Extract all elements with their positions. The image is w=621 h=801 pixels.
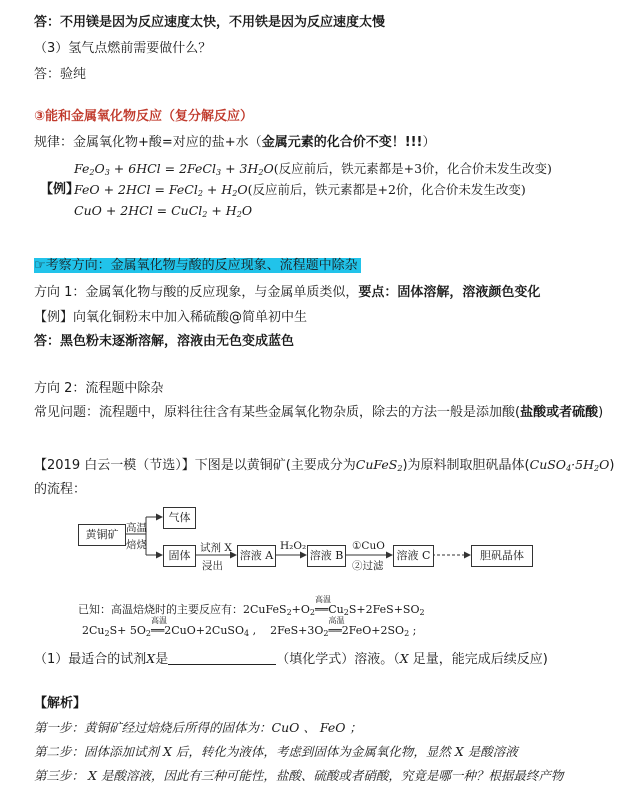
q-prefix: 【2019 白云一模（节选）】下图是以黄铜矿(主要成分为 bbox=[34, 458, 356, 473]
flow-solution-c: 溶液 C bbox=[393, 545, 434, 567]
flow-step2: ②过滤 bbox=[352, 560, 384, 572]
question-stem-2: 的流程： bbox=[34, 482, 87, 497]
step1-val: CuO 、 FeO ； bbox=[271, 720, 362, 735]
analysis-title: 【解析】 bbox=[34, 696, 87, 711]
flow-product: 胆矾晶体 bbox=[471, 545, 533, 567]
question-3: （3）氢气点燃前需要做什么？ bbox=[34, 41, 212, 56]
flow-roast: 焙烧 bbox=[126, 539, 147, 551]
step1-text: 第一步：黄铜矿经过焙烧后所得的固体为： bbox=[34, 720, 272, 735]
analysis-step-2: 第二步：固体添加试剂 X 后，转化为液体，考虑到固体为金属氧化物，显然 X 是酸溶液 bbox=[34, 744, 518, 759]
q1-suffix: （填化学式）溶液。（ bbox=[276, 652, 400, 667]
equation-2: FeO + 2HCl = FeCl$_2$ + $H_2O$(反应前后，铁元素都是+2价，化合价未发生改变) bbox=[74, 182, 526, 198]
common-prefix: 常见问题：流程题中，原料往往含有某些金属氧化物杂质，除去的方法一般是添加酸( bbox=[34, 405, 521, 420]
known-reaction-2: $2Cu_2S+ 5O_2$ 高温 ══2CuO+2CuSO$_4$ , $2FeS+3O_2$ 高温 $══2FeO+2SO_2$ ; bbox=[82, 616, 417, 638]
equation-1: $Fe_2O_3 + 6HCl$ = 2FeCl$_3$ + $3H_2O$(反应前后，铁元素都是+3价，化合价未发生改变) bbox=[74, 161, 552, 177]
example-label-text: 【例】 bbox=[40, 182, 80, 197]
example-line: 【例】向氧化铜粉末中加入稀硫酸@简单初中生 bbox=[34, 310, 308, 325]
dir1-bold: 要点：固体溶解，溶液颜色变化 bbox=[358, 285, 541, 300]
common-suffix: ) bbox=[598, 405, 604, 420]
q1-mid: 是 bbox=[155, 652, 169, 667]
eq1-note: (反应前后，铁元素都是+3价，化合价未发生改变) bbox=[273, 161, 552, 176]
rule-bold: 金属元素的化合价不变！!!! bbox=[261, 135, 423, 150]
cond-label-1: 高温 bbox=[315, 595, 332, 604]
flow-solution-b: 溶液 B bbox=[307, 545, 346, 567]
cond-label-2: 高温 bbox=[150, 616, 167, 625]
q-suffix: ) bbox=[609, 458, 615, 473]
direction-2: 方向 2：流程题中除杂 bbox=[34, 381, 164, 396]
q1-x-full: 足量 bbox=[408, 652, 439, 667]
flow-high-temp: 高温 bbox=[126, 522, 147, 534]
cond-label-3: 高温 bbox=[328, 616, 345, 625]
flow-step1: ①CuO bbox=[352, 540, 385, 552]
analysis-step-1 bbox=[34, 719, 362, 737]
common-bold: 盐酸或者硫酸 bbox=[520, 405, 599, 420]
equation-3: CuO + 2HCl = CuCl$_2$ + $H_2O$ bbox=[74, 203, 253, 219]
question-1: （1）最适合的试剂X是 （填化学式）溶液。（X 足量，能完成后续反应) bbox=[34, 651, 548, 667]
answer-bold-line: 答：黑色粉末逐渐溶解，溶液由无色变成蓝色 bbox=[34, 334, 295, 349]
question-stem: 【2019 白云一模（节选）】下图是以黄铜矿(主要成分为CuFeS$_2$)为原料制取胆矾晶体$(CuSO_4\cdot 5H_2O)$ bbox=[34, 457, 615, 473]
flow-solution-a: 溶液 A bbox=[237, 545, 276, 567]
answer-line-2: 答：验纯 bbox=[34, 67, 87, 82]
q1-prefix: （1）最适合的试剂 bbox=[34, 652, 147, 667]
analysis-step-3: 第三步： X 是酸溶液，因此有三种可能性，盐酸、硫酸或者硝酸，究竟是哪一种？根据最终产物 bbox=[34, 768, 564, 783]
flow-leach: 浸出 bbox=[202, 560, 223, 572]
flow-h2o2: H₂O₂ bbox=[280, 540, 307, 552]
flow-ore: 黄铜矿 bbox=[78, 524, 126, 546]
rule-suffix: ） bbox=[422, 135, 436, 150]
dir1-prefix: 方向 1：金属氧化物与酸的反应现象，与金属单质类似， bbox=[34, 285, 359, 300]
section-title: ③能和金属氧化物反应（复分解反应） bbox=[34, 109, 254, 124]
highlight-text: ☞考察方向：金属氧化物与酸的反应现象、流程题中除杂 bbox=[34, 258, 361, 273]
answer-blank[interactable] bbox=[168, 652, 276, 665]
flow-gas: 气体 bbox=[163, 507, 196, 529]
known-prefix: 已知：高温焙烧时的主要反应有： bbox=[78, 603, 243, 616]
answer-text: 答：不用镁是因为反应速度太快，不用铁是因为反应速度太慢 bbox=[34, 15, 386, 30]
flow-solid: 固体 bbox=[163, 545, 196, 567]
eq2-note: (反应前后，铁元素都是+2价，化合价未发生改变) bbox=[247, 182, 526, 197]
rule-prefix: 规律：金属氧化物+酸=对应的盐+水（ bbox=[34, 135, 262, 150]
flow-reagent: 试剂 X bbox=[200, 542, 232, 554]
q1-bold: ，能完成后续反应) bbox=[438, 652, 548, 667]
known-reaction-1: 已知：高温焙烧时的主要反应有：$2CuFeS_2+O_2$ 高温 $══Cu_2S+2FeS+SO_2$ bbox=[78, 595, 425, 617]
q-mid: )为原料制取胆矾晶体( bbox=[402, 458, 530, 473]
